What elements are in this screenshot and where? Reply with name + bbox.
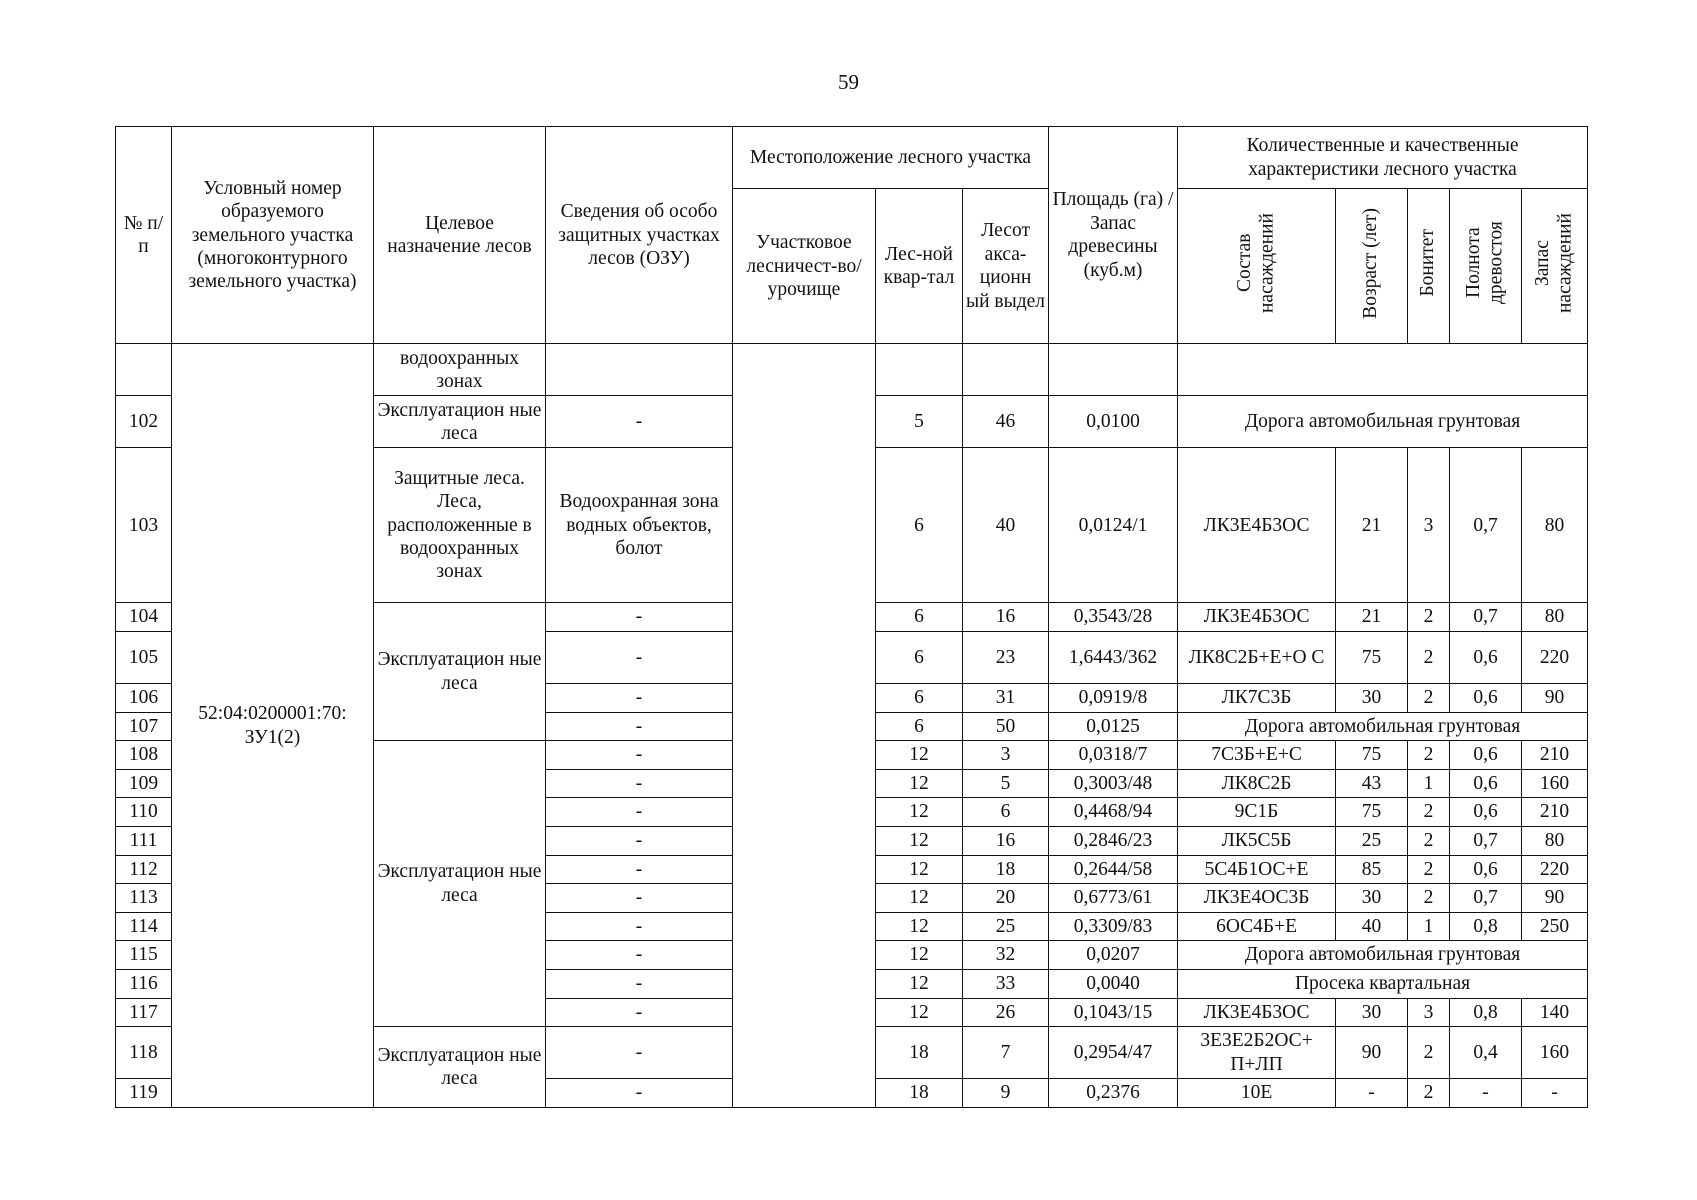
cell-vydel: 5 <box>963 769 1049 798</box>
cell-quarter: 12 <box>876 855 963 884</box>
cell-area: 0,2376 <box>1049 1079 1178 1108</box>
cell-vydel: 50 <box>963 712 1049 741</box>
cell-vydel <box>963 344 1049 396</box>
header-vydel: Лесот акса-ционн ый выдел <box>963 189 1049 344</box>
cell-num: 105 <box>116 631 172 683</box>
cell-num: 103 <box>116 448 172 603</box>
cell-purpose: Эксплуатацион ные леса <box>374 396 546 448</box>
cell-vydel: 9 <box>963 1079 1049 1108</box>
cell-num: 115 <box>116 941 172 970</box>
cell-bonitet: 2 <box>1408 683 1450 712</box>
cell-quarter: 5 <box>876 396 963 448</box>
cell-age: 75 <box>1336 631 1408 683</box>
cell-num: 113 <box>116 884 172 913</box>
header-plot-number: Условный номер образуемого земельного участка (многоконтурного земельного участка) <box>172 127 374 344</box>
cell-composition: ЛК3Е4ОС3Б <box>1178 884 1336 913</box>
cell-area: 0,3003/48 <box>1049 769 1178 798</box>
cell-vydel: 32 <box>963 941 1049 970</box>
cell-ozu: - <box>546 1027 733 1079</box>
cell-density: 0,6 <box>1450 855 1522 884</box>
cell-purpose: Эксплуатацион ные леса <box>374 741 546 1027</box>
cell-ozu: - <box>546 683 733 712</box>
cell-num: 107 <box>116 712 172 741</box>
cell-ozu: Водоохранная зона водных объектов, болот <box>546 448 733 603</box>
cell-ozu: - <box>546 603 733 632</box>
cell-bonitet: 2 <box>1408 884 1450 913</box>
cell-area: 0,2846/23 <box>1049 826 1178 855</box>
cell-quarter: 12 <box>876 798 963 827</box>
cell-stock: 210 <box>1522 741 1588 770</box>
cell-ozu: - <box>546 741 733 770</box>
cell-age: 30 <box>1336 884 1408 913</box>
cell-area: 0,0100 <box>1049 396 1178 448</box>
cell-vydel: 26 <box>963 998 1049 1027</box>
cell-composition <box>1178 344 1588 396</box>
cell-forestry <box>733 344 876 1107</box>
cell-area: 0,6773/61 <box>1049 884 1178 913</box>
cell-age: - <box>1336 1079 1408 1108</box>
cell-bonitet: 1 <box>1408 912 1450 941</box>
cell-area: 0,3309/83 <box>1049 912 1178 941</box>
header-bonitet: Бонитет <box>1408 189 1450 344</box>
cell-bonitet: 2 <box>1408 631 1450 683</box>
header-composition: Состав насаждений <box>1178 189 1336 344</box>
cell-vydel: 40 <box>963 448 1049 603</box>
cell-bonitet: 2 <box>1408 1079 1450 1108</box>
cell-density: 0,7 <box>1450 603 1522 632</box>
cell-vydel: 16 <box>963 826 1049 855</box>
cell-vydel: 3 <box>963 741 1049 770</box>
header-quarter: Лес-ной квар-тал <box>876 189 963 344</box>
cell-num: 112 <box>116 855 172 884</box>
cell-purpose: водоохранных зонах <box>374 344 546 396</box>
cell-stock: 140 <box>1522 998 1588 1027</box>
cell-vydel: 18 <box>963 855 1049 884</box>
cell-composition-merged: Дорога автомобильная грунтовая <box>1178 941 1588 970</box>
cell-ozu: - <box>546 798 733 827</box>
cell-vydel: 31 <box>963 683 1049 712</box>
cell-ozu: - <box>546 769 733 798</box>
cell-area: 0,0125 <box>1049 712 1178 741</box>
cell-bonitet: 2 <box>1408 855 1450 884</box>
cell-age: 90 <box>1336 1027 1408 1079</box>
cell-age: 21 <box>1336 448 1408 603</box>
cell-stock: 80 <box>1522 603 1588 632</box>
header-characteristics-group: Количественные и качественные характеристики лесного участка <box>1178 127 1588 189</box>
cell-area: 0,0207 <box>1049 941 1178 970</box>
cell-density: 0,7 <box>1450 884 1522 913</box>
cell-bonitet: 1 <box>1408 769 1450 798</box>
cell-composition-merged: Просека квартальная <box>1178 969 1588 998</box>
cell-stock: 210 <box>1522 798 1588 827</box>
cell-ozu: - <box>546 1079 733 1108</box>
cell-num: 108 <box>116 741 172 770</box>
header-forestry: Участковое лесничест-во/урочище <box>733 189 876 344</box>
cell-composition: ЛК5С5Б <box>1178 826 1336 855</box>
cell-quarter: 18 <box>876 1027 963 1079</box>
cell-composition: 9С1Б <box>1178 798 1336 827</box>
cell-ozu <box>546 344 733 396</box>
cell-composition: ЛК3Е4Б3ОС <box>1178 448 1336 603</box>
cell-age: 30 <box>1336 683 1408 712</box>
cell-area <box>1049 344 1178 396</box>
cell-area: 1,6443/362 <box>1049 631 1178 683</box>
header-density: Полнота древостоя <box>1450 189 1522 344</box>
cell-ozu: - <box>546 941 733 970</box>
cell-density: - <box>1450 1079 1522 1108</box>
cell-bonitet: 3 <box>1408 998 1450 1027</box>
cell-age: 40 <box>1336 912 1408 941</box>
cell-density: 0,6 <box>1450 769 1522 798</box>
cell-ozu: - <box>546 969 733 998</box>
cell-num: 102 <box>116 396 172 448</box>
header-area: Площадь (га) / Запас древесины (куб.м) <box>1049 127 1178 344</box>
cell-num <box>116 344 172 396</box>
cell-age: 43 <box>1336 769 1408 798</box>
cell-num: 109 <box>116 769 172 798</box>
cell-area: 0,0124/1 <box>1049 448 1178 603</box>
cell-density: 0,4 <box>1450 1027 1522 1079</box>
cell-stock: - <box>1522 1079 1588 1108</box>
cell-num: 110 <box>116 798 172 827</box>
cell-quarter: 6 <box>876 683 963 712</box>
cell-composition-merged: Дорога автомобильная грунтовая <box>1178 396 1588 448</box>
cell-quarter: 12 <box>876 741 963 770</box>
cell-quarter: 12 <box>876 884 963 913</box>
cell-age: 75 <box>1336 741 1408 770</box>
cell-quarter: 12 <box>876 969 963 998</box>
table-header <box>116 127 1588 344</box>
cell-area: 0,0040 <box>1049 969 1178 998</box>
header-stock: Запас насаждений <box>1522 189 1588 344</box>
cell-bonitet: 3 <box>1408 448 1450 603</box>
cell-ozu: - <box>546 998 733 1027</box>
cell-area: 0,4468/94 <box>1049 798 1178 827</box>
cell-bonitet: 2 <box>1408 798 1450 827</box>
cell-composition: ЛК3Е4Б3ОС <box>1178 603 1336 632</box>
cell-area: 0,2954/47 <box>1049 1027 1178 1079</box>
cell-composition: 6ОС4Б+Е <box>1178 912 1336 941</box>
cell-ozu: - <box>546 631 733 683</box>
cell-stock: 160 <box>1522 1027 1588 1079</box>
cell-quarter <box>876 344 963 396</box>
page-number: 59 <box>838 70 859 94</box>
cell-stock: 220 <box>1522 855 1588 884</box>
cell-quarter: 12 <box>876 769 963 798</box>
cell-vydel: 7 <box>963 1027 1049 1079</box>
cell-composition: ЛК8С2Б <box>1178 769 1336 798</box>
cell-density: 0,6 <box>1450 798 1522 827</box>
cell-quarter: 12 <box>876 941 963 970</box>
header-location-group: Местоположение лесного участка <box>733 127 1049 189</box>
cell-bonitet: 2 <box>1408 741 1450 770</box>
cell-stock: 90 <box>1522 683 1588 712</box>
cell-composition: ЛК7С3Б <box>1178 683 1336 712</box>
cell-bonitet: 2 <box>1408 826 1450 855</box>
header-ozu: Сведения об особо защитных участках лесов (ОЗУ) <box>546 127 733 344</box>
header-purpose: Целевое назначение лесов <box>374 127 546 344</box>
cell-composition: 7С3Б+Е+С <box>1178 741 1336 770</box>
cell-ozu: - <box>546 912 733 941</box>
cell-vydel: 23 <box>963 631 1049 683</box>
cell-purpose: Защитные леса. Леса, расположенные в водоохранных зонах <box>374 448 546 603</box>
cell-vydel: 25 <box>963 912 1049 941</box>
cell-ozu: - <box>546 712 733 741</box>
cell-stock: 90 <box>1522 884 1588 913</box>
cell-density: 0,8 <box>1450 998 1522 1027</box>
cell-quarter: 12 <box>876 826 963 855</box>
cell-vydel: 33 <box>963 969 1049 998</box>
cell-num: 114 <box>116 912 172 941</box>
cell-area: 0,2644/58 <box>1049 855 1178 884</box>
cell-age: 21 <box>1336 603 1408 632</box>
cell-num: 104 <box>116 603 172 632</box>
cell-quarter: 6 <box>876 631 963 683</box>
table-row-continuation <box>116 344 1588 396</box>
cell-quarter: 18 <box>876 1079 963 1108</box>
cell-ozu: - <box>546 855 733 884</box>
cell-composition-merged: Дорога автомобильная грунтовая <box>1178 712 1588 741</box>
cell-stock: 160 <box>1522 769 1588 798</box>
cell-composition: 5С4Б1ОС+Е <box>1178 855 1336 884</box>
cell-stock: 250 <box>1522 912 1588 941</box>
cell-age: 75 <box>1336 798 1408 827</box>
cell-composition: 3Е3Е2Б2ОС+ П+ЛП <box>1178 1027 1336 1079</box>
cell-stock: 80 <box>1522 826 1588 855</box>
cell-density: 0,7 <box>1450 448 1522 603</box>
cell-vydel: 6 <box>963 798 1049 827</box>
cell-quarter: 6 <box>876 712 963 741</box>
cell-quarter: 12 <box>876 912 963 941</box>
table-body <box>116 344 1588 1107</box>
cell-num: 106 <box>116 683 172 712</box>
cell-num: 117 <box>116 998 172 1027</box>
cell-vydel: 16 <box>963 603 1049 632</box>
cell-area: 0,1043/15 <box>1049 998 1178 1027</box>
cell-stock: 80 <box>1522 448 1588 603</box>
cell-density: 0,7 <box>1450 826 1522 855</box>
cell-area: 0,0919/8 <box>1049 683 1178 712</box>
cell-num: 118 <box>116 1027 172 1079</box>
cell-density: 0,6 <box>1450 741 1522 770</box>
cell-vydel: 46 <box>963 396 1049 448</box>
cell-area: 0,0318/7 <box>1049 741 1178 770</box>
cell-quarter: 6 <box>876 448 963 603</box>
cell-ozu: - <box>546 396 733 448</box>
cell-num: 116 <box>116 969 172 998</box>
cell-ozu: - <box>546 826 733 855</box>
cell-age: 85 <box>1336 855 1408 884</box>
cell-plot-id: 52:04:0200001:70: ЗУ1(2) <box>172 344 374 1107</box>
cell-age: 25 <box>1336 826 1408 855</box>
cell-composition: ЛК8С2Б+Е+О С <box>1178 631 1336 683</box>
cell-bonitet: 2 <box>1408 1027 1450 1079</box>
cell-purpose: Эксплуатацион ные леса <box>374 1027 546 1108</box>
cell-quarter: 12 <box>876 998 963 1027</box>
cell-age: 30 <box>1336 998 1408 1027</box>
cell-density: 0,6 <box>1450 631 1522 683</box>
header-age: Возраст (лет) <box>1336 189 1408 344</box>
cell-density: 0,8 <box>1450 912 1522 941</box>
cell-num: 119 <box>116 1079 172 1108</box>
cell-ozu: - <box>546 884 733 913</box>
cell-num: 111 <box>116 826 172 855</box>
cell-density: 0,6 <box>1450 683 1522 712</box>
cell-bonitet: 2 <box>1408 603 1450 632</box>
cell-purpose: Эксплуатацион ные леса <box>374 603 546 741</box>
cell-composition: 10Е <box>1178 1079 1336 1108</box>
cell-area: 0,3543/28 <box>1049 603 1178 632</box>
forest-plots-table <box>115 126 1588 1108</box>
cell-composition: ЛК3Е4Б3ОС <box>1178 998 1336 1027</box>
cell-vydel: 20 <box>963 884 1049 913</box>
cell-stock: 220 <box>1522 631 1588 683</box>
header-num: № п/п <box>116 127 172 344</box>
cell-quarter: 6 <box>876 603 963 632</box>
